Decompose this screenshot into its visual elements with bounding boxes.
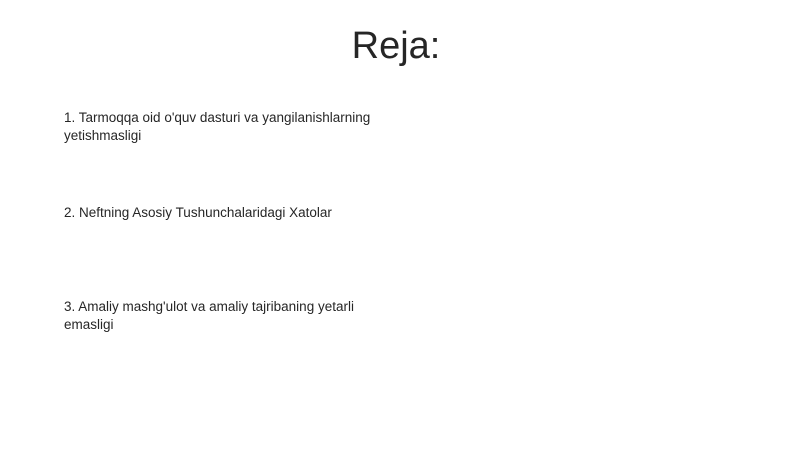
slide-title: Reja:	[351, 25, 441, 67]
plan-item-3: 3. Amaliy mashg'ulot va amaliy tajribaning yetarli emasligi	[64, 299, 354, 332]
plan-item-1: 1. Tarmoqqa oid o'quv dasturi va yangilanishlarning yetishmasligi	[64, 110, 371, 143]
plan-item-2: 2. Neftning Asosiy Tushunchalaridagi Xatolar	[64, 205, 332, 220]
